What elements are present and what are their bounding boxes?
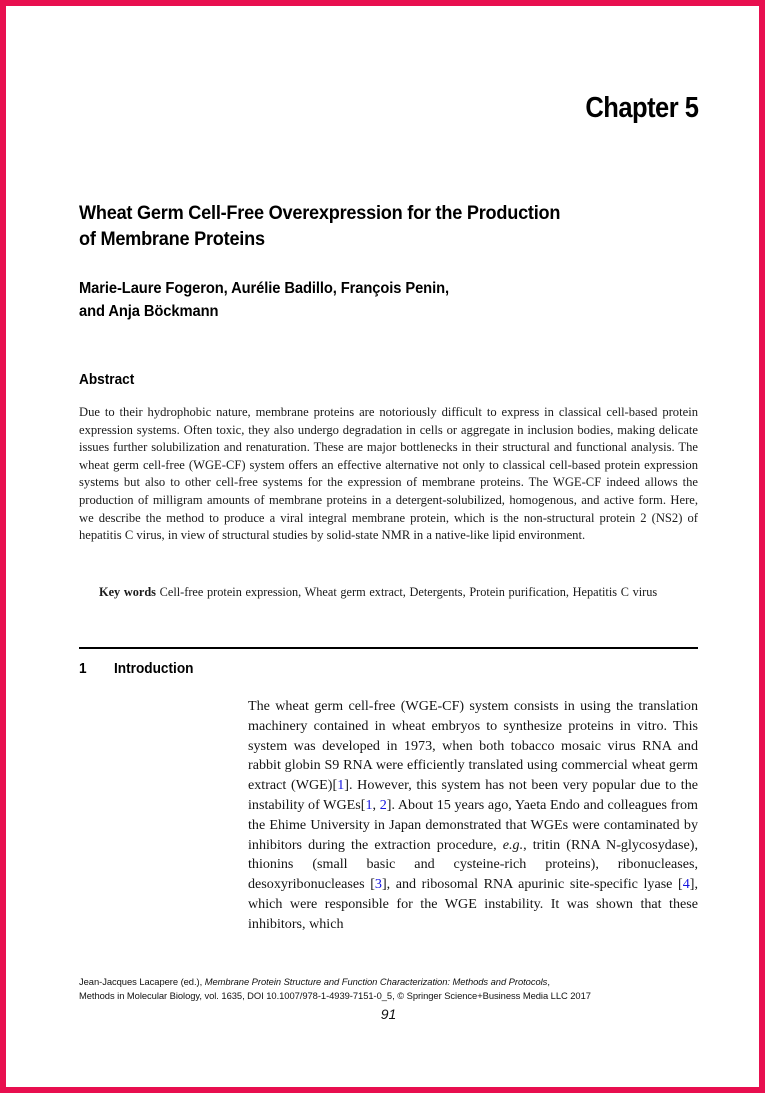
footer-editor: Jean-Jacques Lacapere (ed.),	[79, 976, 205, 987]
author-line-2: and Anja Böckmann	[79, 303, 219, 320]
keywords-label: Key words	[99, 585, 156, 599]
citation-4-bracket-open: [	[678, 876, 683, 893]
author-list	[79, 277, 679, 323]
footer-line-1	[79, 975, 698, 989]
body-text-part-6: , which were responsible for the WGE instability. It was shown that these inhibitors, which	[248, 876, 698, 932]
section-title: Introduction	[114, 661, 194, 677]
keywords-block	[99, 584, 698, 601]
abstract-body: Due to their hydrophobic nature, membrane proteins are notoriously difficult to express in classical cell-based protein expression systems. Often toxic, they also undergo degradation in cells or aggregate in inclusion bodies, making delicate issues further solubilization and renaturation. These are major bottlenecks in their structural and functional analysis. The wheat germ cell-free (WGE-CF) system offers an effective alternative not only to classical cell-based protein expression systems but also to other cell-free systems for the expression of membrane proteins. The WGE-CF indeed allows the production of milligram amounts of membrane proteins in a detergent-solubilized, homogenous, and active form. Here, we describe the method to produce a viral integral membrane protein, which is the non-structural protein 2 (NS2) of hepatitis C virus, in view of structural studies by solid-state NMR in a native-like lipid environment.	[79, 405, 698, 543]
chapter-header	[79, 92, 698, 125]
title-line-1: Wheat Germ Cell-Free Overexpression for the Production	[79, 202, 561, 224]
citation-2-bracket-close: ]	[386, 796, 392, 813]
footer-book-title: Membrane Protein Structure and Function Characterization: Methods and Protocols	[204, 976, 548, 987]
author-line-1: Marie-Laure Fogeron, Aurélie Badillo, François Penin,	[79, 280, 449, 297]
citation-3-link[interactable]: 3	[374, 876, 382, 893]
body-text-part-3: . About 15 years ago, Yaeta Endo and colleagues from the Ehime University in Japan demonstrated that WGEs were contaminated by inhibitors during the extraction procedure,	[248, 796, 698, 853]
keywords-value: Cell-free protein expression, Wheat germ extract, Detergents, Protein purification, Hepatitis C virus	[159, 585, 658, 599]
body-text-part-4: , tritin (RNA N-glycosydase), thionins (small basic and cysteine-rich proteins), ribonucleases, desoxyribonucleases	[248, 836, 698, 893]
chapter-label: Chapter 5	[585, 92, 698, 124]
section-divider	[79, 647, 698, 649]
citation-4-link[interactable]: 4	[682, 876, 690, 893]
citation-4-bracket-close: ]	[689, 876, 695, 893]
citation-2-bracket-open: [	[360, 796, 366, 813]
citation-2-link-a[interactable]: 1	[365, 796, 373, 813]
body-text-part-1: The wheat germ cell-free (WGE-CF) system consists in using the translation machinery contained in wheat embryos to synthesize proteins in vitro. This system was developed in 1973, when both tobacco mosaic virus RNA and rabbit globin S9 RNA were efficiently translated using commercial wheat germ extract (WGE)	[248, 698, 698, 794]
body-text-eg-italic: e.g.	[502, 836, 524, 853]
page-title	[79, 200, 679, 252]
body-paragraph	[248, 697, 698, 935]
body-text-part-5: , and ribosomal RNA apurinic site-specific lyase	[386, 876, 673, 893]
citation-2-separator: ,	[372, 796, 380, 813]
body-text-part-2: . However, this system has not been very popular due to the instability of WGEs	[248, 777, 699, 813]
citation-3-bracket-open: [	[370, 876, 375, 893]
section-number: 1	[79, 661, 87, 677]
abstract-heading: Abstract	[79, 372, 135, 388]
page-footer	[79, 975, 698, 1002]
footer-line-1-suffix: ,	[547, 976, 550, 987]
citation-2-link-b[interactable]: 2	[379, 796, 387, 813]
citation-1-bracket-open: [	[332, 777, 338, 794]
page-content	[79, 6, 698, 1087]
title-line-2: of Membrane Proteins	[79, 228, 265, 250]
citation-3-bracket-close: ]	[381, 876, 387, 893]
citation-1-bracket-close: ]	[344, 777, 349, 794]
page-number: 91	[380, 1006, 397, 1022]
section-heading	[79, 661, 698, 677]
citation-1-link[interactable]: 1	[337, 777, 345, 794]
footer-line-2: Methods in Molecular Biology, vol. 1635, DOI 10.1007/978-1-4939-7151-0_5, © Springer Science+Business Media LLC 2017	[79, 989, 591, 1001]
